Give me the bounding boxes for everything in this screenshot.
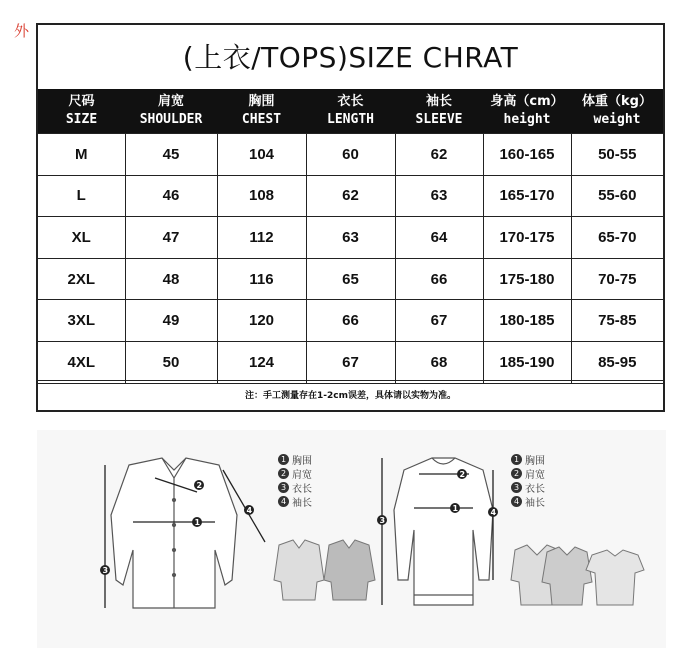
table-row (38, 217, 663, 259)
legend-right (511, 452, 545, 508)
shirt-drawing (111, 458, 237, 608)
header-weight: 体重（kg） weight (571, 89, 663, 134)
marker-1-icon: 1 (278, 454, 289, 465)
table-row (38, 134, 663, 176)
table-row (38, 258, 663, 300)
cell-size: M (38, 134, 125, 176)
legend-item: 2 肩宽 (511, 466, 545, 480)
marker-3-icon: 3 (511, 482, 522, 493)
legend-item: 3 衣长 (511, 480, 545, 494)
marker-4-icon: 4 (511, 496, 522, 507)
cell-height: 165-170 (483, 175, 571, 217)
header-sleeve: 袖长 SLEEVE (395, 89, 483, 134)
cell-weight: 75-85 (571, 300, 663, 342)
measurement-note: 注：手工测量存在1-2cm误差，具体请以实物为准。 (38, 380, 663, 410)
cell-shoulder: 46 (125, 175, 217, 217)
header-length: 衣长 LENGTH (306, 89, 395, 134)
cell-height: 175-180 (483, 258, 571, 300)
cell-height: 160-165 (483, 134, 571, 176)
cell-shoulder: 47 (125, 217, 217, 259)
cell-chest: 124 (217, 341, 306, 383)
legend-item: 4 袖长 (278, 494, 312, 508)
legend-left (278, 452, 312, 508)
cell-shoulder: 48 (125, 258, 217, 300)
cell-size: XL (38, 217, 125, 259)
svg-text:2: 2 (459, 470, 466, 479)
cell-sleeve: 68 (395, 341, 483, 383)
cell-length: 60 (306, 134, 395, 176)
legend-item: 3 衣长 (278, 480, 312, 494)
sweater-drawing (394, 458, 493, 605)
svg-text:4: 4 (490, 508, 497, 517)
marker-3-icon: 3 (278, 482, 289, 493)
legend-item: 1 胸围 (511, 452, 545, 466)
cell-size: 2XL (38, 258, 125, 300)
measurement-diagram (37, 430, 666, 648)
cell-chest: 108 (217, 175, 306, 217)
cell-sleeve: 62 (395, 134, 483, 176)
header-size: 尺码 SIZE (38, 89, 125, 134)
header-height: 身高（cm） height (483, 89, 571, 134)
cell-size: 3XL (38, 300, 125, 342)
legend-item: 2 肩宽 (278, 466, 312, 480)
cell-length: 63 (306, 217, 395, 259)
cell-length: 62 (306, 175, 395, 217)
cell-shoulder: 45 (125, 134, 217, 176)
garment-illustrations (37, 430, 666, 648)
cell-size: L (38, 175, 125, 217)
svg-text:1: 1 (194, 518, 201, 527)
cell-weight: 70-75 (571, 258, 663, 300)
cell-sleeve: 66 (395, 258, 483, 300)
cell-weight: 55-60 (571, 175, 663, 217)
table-row (38, 341, 663, 383)
svg-text:2: 2 (196, 481, 203, 490)
marker-2-icon: 2 (511, 468, 522, 479)
legend-item: 1 胸围 (278, 452, 312, 466)
marker-2-icon: 2 (278, 468, 289, 479)
cell-height: 170-175 (483, 217, 571, 259)
header-shoulder: 肩宽 SHOULDER (125, 89, 217, 134)
svg-text:3: 3 (102, 566, 109, 575)
cell-shoulder: 49 (125, 300, 217, 342)
cell-chest: 112 (217, 217, 306, 259)
cell-size: 4XL (38, 341, 125, 383)
table-row (38, 300, 663, 342)
clothing-thumbnails-right (511, 545, 644, 605)
size-chart-card (36, 23, 665, 412)
svg-text:1: 1 (452, 504, 459, 513)
cell-chest: 104 (217, 134, 306, 176)
jacket-thumbnails-left (274, 540, 375, 600)
cell-length: 66 (306, 300, 395, 342)
cell-length: 67 (306, 341, 395, 383)
header-row (38, 89, 663, 134)
marker-1-icon: 1 (511, 454, 522, 465)
cell-chest: 120 (217, 300, 306, 342)
cell-sleeve: 67 (395, 300, 483, 342)
cell-weight: 65-70 (571, 217, 663, 259)
cell-shoulder: 50 (125, 341, 217, 383)
cell-chest: 116 (217, 258, 306, 300)
cell-height: 180-185 (483, 300, 571, 342)
cell-weight: 85-95 (571, 341, 663, 383)
svg-text:3: 3 (379, 516, 386, 525)
header-chest: 胸围 CHEST (217, 89, 306, 134)
cell-length: 65 (306, 258, 395, 300)
cell-height: 185-190 (483, 341, 571, 383)
corner-mark: 外 (14, 22, 30, 40)
svg-text:4: 4 (246, 506, 253, 515)
cell-sleeve: 64 (395, 217, 483, 259)
size-table (38, 89, 663, 384)
marker-4-icon: 4 (278, 496, 289, 507)
cell-weight: 50-55 (571, 134, 663, 176)
size-chart-title: (上衣/TOPS)SIZE CHRAT (182, 41, 519, 74)
legend-item: 4 袖长 (511, 494, 545, 508)
table-row (38, 175, 663, 217)
cell-sleeve: 63 (395, 175, 483, 217)
